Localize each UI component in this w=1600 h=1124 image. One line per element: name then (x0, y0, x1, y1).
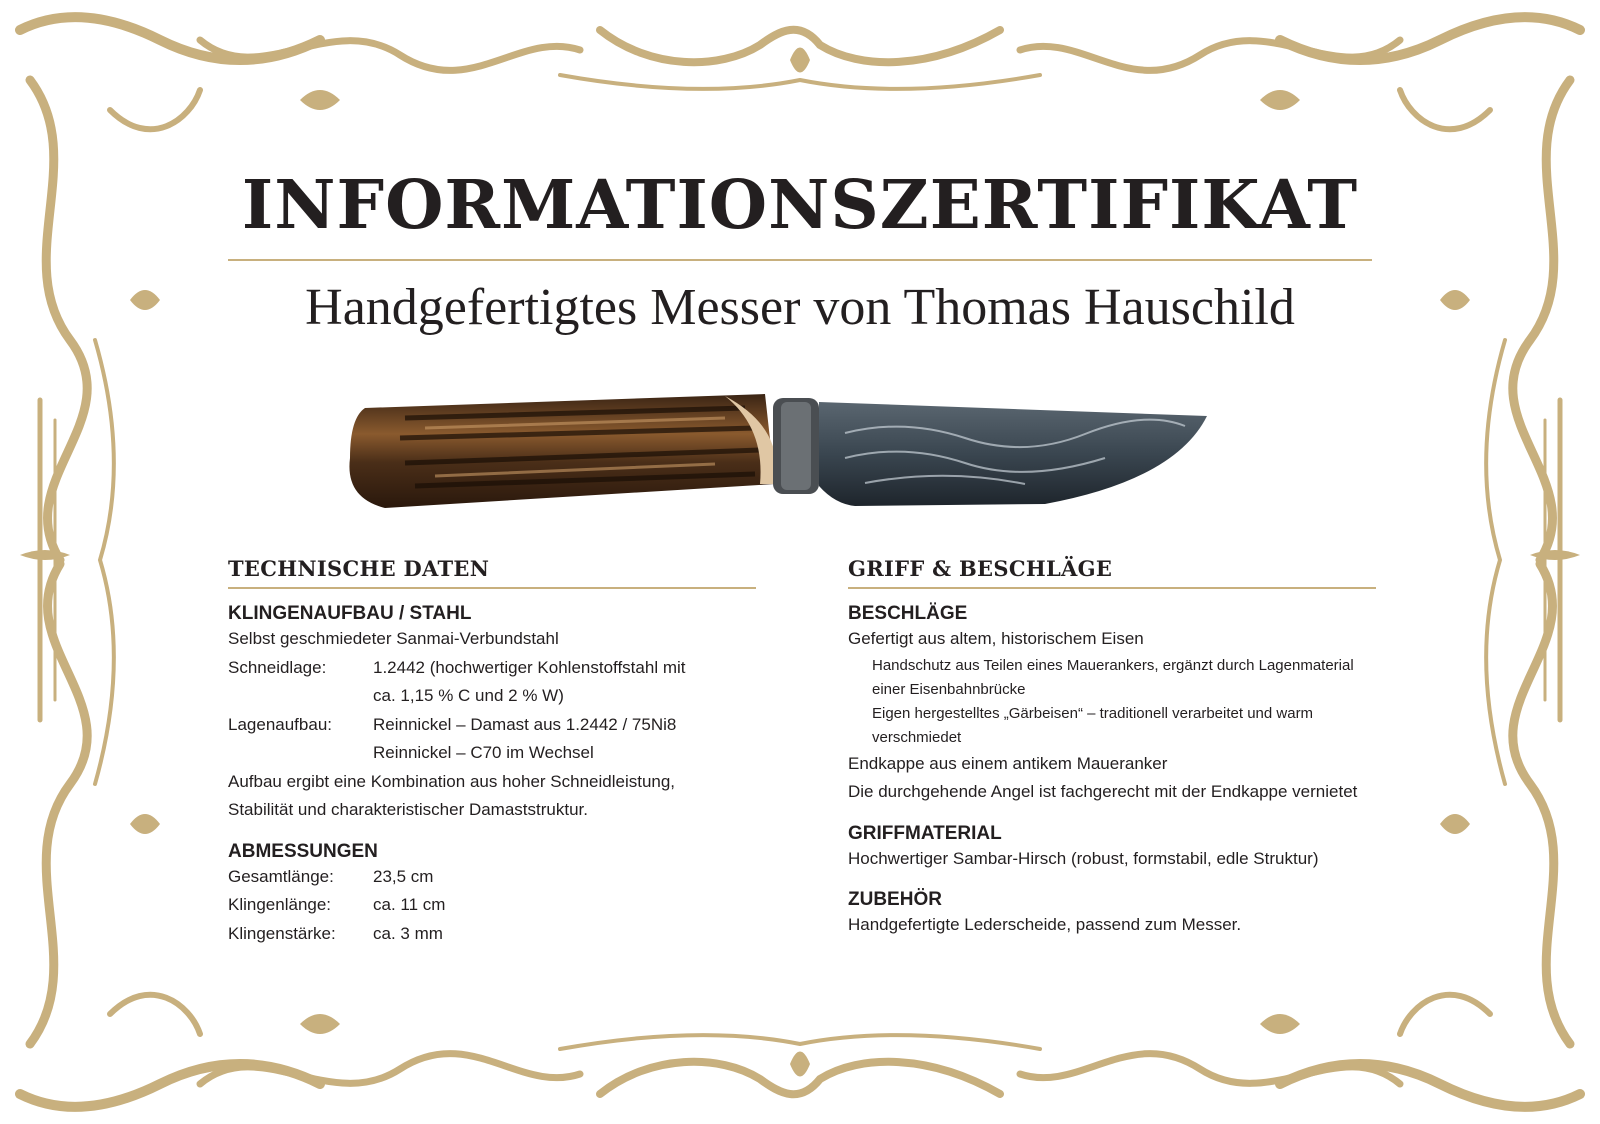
dimension-row (228, 891, 756, 920)
fittings-detail: einer Eisenbahnbrücke (872, 680, 1026, 698)
dimension-key: Klingenlänge: (228, 895, 332, 914)
spec-value: ca. 1,15 % C und 2 % W) (373, 686, 564, 705)
accessories-heading: ZUBEHÖR (848, 889, 942, 910)
title-divider (228, 259, 1372, 261)
handle-fittings-column (848, 556, 1376, 940)
blade-construction-heading: KLINGENAUFBAU / STAHL (228, 603, 472, 624)
accessories-text: Handgefertigte Lederscheide, passend zum Messer. (848, 915, 1242, 934)
fittings-line: Gefertigt aus altem, historischem Eisen (848, 629, 1144, 648)
spec-value: 1.2442 (hochwertiger Kohlenstoffstahl mit (373, 657, 686, 677)
dimension-value: 23,5 cm (373, 866, 434, 886)
fittings-detail: Eigen hergestelltes „Gärbeisen“ – traditionell verarbeitet und warm (872, 704, 1314, 722)
dimension-key: Klingenstärke: (228, 923, 336, 943)
fittings-detail: verschmiedet (872, 728, 962, 746)
spec-row (228, 711, 756, 768)
knife-photo (345, 388, 1235, 518)
spec-key: Lagenaufbau: (228, 714, 332, 734)
fittings-detail: Handschutz aus Teilen eines Mauerankers, ergänzt durch Lagenmaterial (872, 656, 1354, 674)
handle-material-heading: GRIFFMATERIAL (848, 822, 1002, 844)
dimension-row (228, 920, 756, 949)
blade-outro: Stabilität und charakteristischer Damaststruktur. (228, 800, 588, 819)
dimension-key: Gesamtlänge: (228, 866, 334, 886)
dimension-row (228, 863, 756, 892)
certificate-subtitle: Handgefertigtes Messer von Thomas Hauschild (305, 279, 1295, 336)
fittings-line: Die durchgehende Angel ist fachgerecht mit der Endkappe vernietet (848, 782, 1358, 801)
dimensions-heading: ABMESSUNGEN (228, 840, 378, 862)
spec-key: Schneidlage: (228, 657, 327, 677)
technical-data-column (228, 556, 756, 948)
dimension-value: ca. 11 cm (373, 895, 446, 914)
blade-intro: Selbst geschmiedeter Sanmai-Verbundstahl (228, 629, 559, 648)
blade-outro: Aufbau ergibt eine Kombination aus hoher Schneidleistung, (228, 771, 676, 791)
spec-row (228, 654, 756, 711)
handle-fittings-heading: GRIFF & BESCHLÄGE (848, 556, 1376, 589)
handle-material-text: Hochwertiger Sambar-Hirsch (robust, formstabil, edle Struktur) (848, 848, 1319, 868)
fittings-line: Endkappe aus einem antikem Maueranker (848, 753, 1168, 773)
certificate-title: INFORMATIONSZERTIFIKAT (241, 165, 1359, 244)
spec-value: Reinnickel – C70 im Wechsel (373, 743, 594, 762)
dimension-value: ca. 3 mm (373, 923, 443, 943)
fittings-heading: BESCHLÄGE (848, 603, 968, 624)
technical-data-heading: TECHNISCHE DATEN (228, 556, 756, 589)
spec-value: Reinnickel – Damast aus 1.2442 / 75Ni8 (373, 714, 677, 734)
